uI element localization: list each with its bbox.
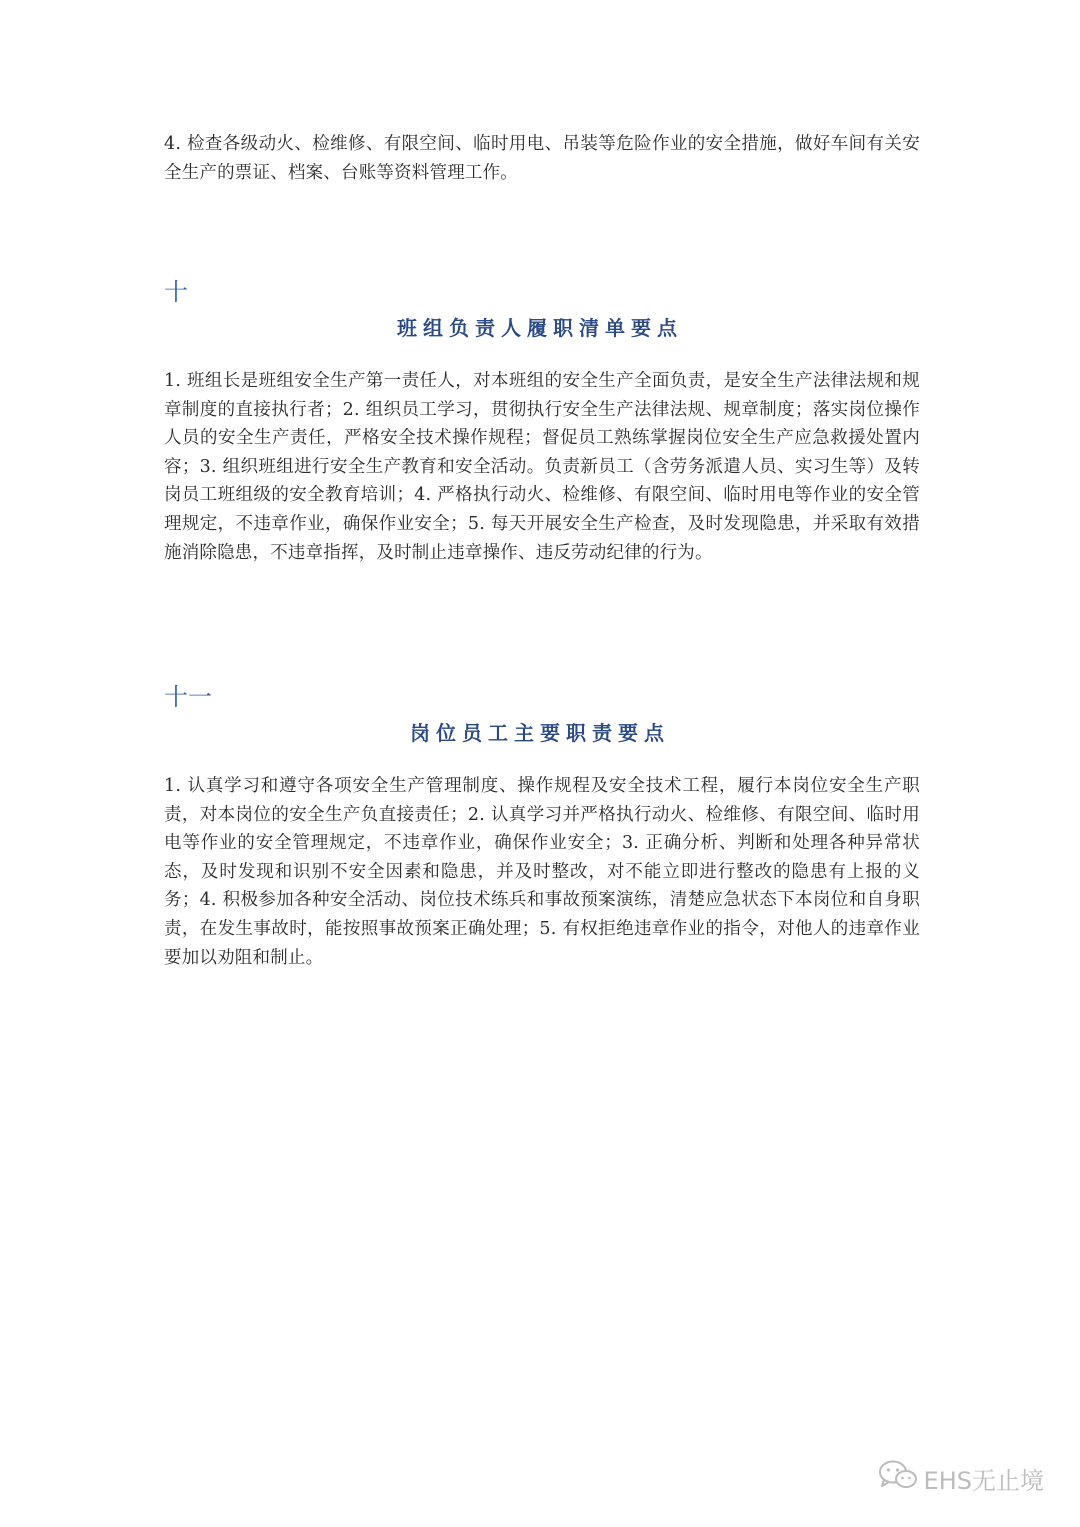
- watermark-text: EHS无止境: [923, 1466, 1044, 1495]
- section-body-11: 1. 认真学习和遵守各项安全生产管理制度、操作规程及安全技术工程，履行本岗位安全生产职责，对本岗位的安全生产负直接责任；2. 认真学习并严格执行动火、检维修、有限空间、临时用电等作业的安全管理规定，不违章作业，确保作业安全；3. 正确分析、判断和处理各种异常状态，及时发现和识别不安全因素和隐患，并及时整改，对不能立即进行整改的隐患有上报的义务；4. 积极参加各种安全活动、岗位技术练兵和事故预案演练，清楚应急状态下本岗位和自身职责，在发生事故时，能按照事故预案正确处理；5. 有权拒绝违章作业的指令，对他人的违章作业要加以劝阻和制止。: [164, 776, 920, 968]
- intro-paragraph: 4. 检查各级动火、检维修、有限空间、临时用电、吊装等危险作业的安全措施，做好车间有关安全生产的票证、档案、台账等资料管理工作。: [164, 134, 920, 183]
- section-body-10: 1. 班组长是班组安全生产第一责任人，对本班组的安全生产全面负责，是安全生产法律法规和规章制度的直接执行者；2. 组织员工学习，贯彻执行安全生产法律法规、规章制度；落实岗位操作人员的安全生产责任，严格安全技术操作规程；督促员工熟练掌握岗位安全生产应急救援处置内容；3. 组织班组进行安全生产教育和安全活动。负责新员工（含劳务派遣人员、实习生等）及转岗员工班组级的安全教育培训；4. 严格执行动火、检维修、有限空间、临时用电等作业的安全管理规定，不违章作业，确保作业安全；5. 每天开展安全生产检查，及时发现隐患，并采取有效措施消除隐患，不违章指挥，及时制止违章操作、违反劳动纪律的行为。: [164, 371, 920, 563]
- wechat-icon: [878, 1459, 918, 1497]
- section-title-11: 岗位员工主要职责要点: [410, 721, 670, 745]
- watermark: [878, 1459, 1044, 1497]
- section-number-10: 十: [164, 278, 188, 306]
- section-number-11: 十一: [164, 683, 212, 711]
- section-title-10: 班组负责人履职清单要点: [397, 316, 683, 340]
